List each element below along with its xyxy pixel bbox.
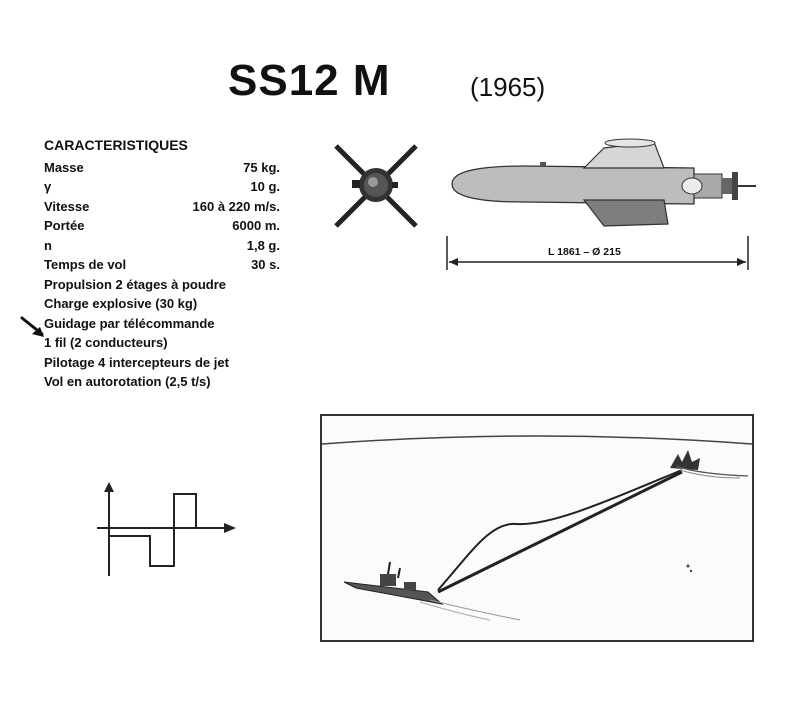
dimension-label: L 1861 – Ø 215 xyxy=(548,246,621,258)
spec-row-gamma xyxy=(44,177,280,197)
spec-line-wire: 1 fil (2 conducteurs) xyxy=(44,335,168,350)
spec-value: 10 g. xyxy=(250,179,280,194)
spec-label: Portée xyxy=(44,218,85,233)
specs-heading: CARACTERISTIQUES xyxy=(44,137,188,153)
pointer-arrow-icon xyxy=(20,316,48,340)
spec-line-control: Pilotage 4 intercepteurs de jet xyxy=(44,354,229,370)
page-year: (1965) xyxy=(470,72,546,102)
spec-line-rotation: Vol en autorotation (2,5 t/s) xyxy=(44,374,211,389)
spec-value: 75 kg. xyxy=(243,159,280,175)
specs-panel xyxy=(44,136,280,392)
spec-line-propulsion: Propulsion 2 étages à poudre xyxy=(44,276,227,292)
missile-side-view-icon xyxy=(444,134,764,234)
spec-line-charge: Charge explosive (30 kg) xyxy=(44,296,198,311)
engagement-scene-illustration xyxy=(320,414,754,642)
spec-row-range xyxy=(44,216,280,236)
spec-label: n xyxy=(44,237,52,253)
spec-value: 1,8 g. xyxy=(246,237,280,253)
spec-row-load-factor xyxy=(44,236,280,256)
spec-label: Vitesse xyxy=(44,198,90,214)
spec-line-guidance: Guidage par télécommande xyxy=(44,315,215,331)
spec-value: 160 à 220 m/s. xyxy=(192,198,280,214)
spec-label: γ xyxy=(44,179,52,194)
missile-front-view-icon xyxy=(330,138,422,232)
spec-label: Masse xyxy=(44,159,84,175)
spec-value: 6000 m. xyxy=(232,218,280,233)
spec-value: 30 s. xyxy=(251,257,280,272)
page-title: SS12 M xyxy=(228,56,391,105)
spec-row-mass xyxy=(44,158,280,178)
spec-row-flight-time xyxy=(44,255,280,275)
spec-row-speed xyxy=(44,197,280,217)
signal-waveform-diagram xyxy=(92,480,242,580)
spec-label: Temps de vol xyxy=(44,257,127,272)
